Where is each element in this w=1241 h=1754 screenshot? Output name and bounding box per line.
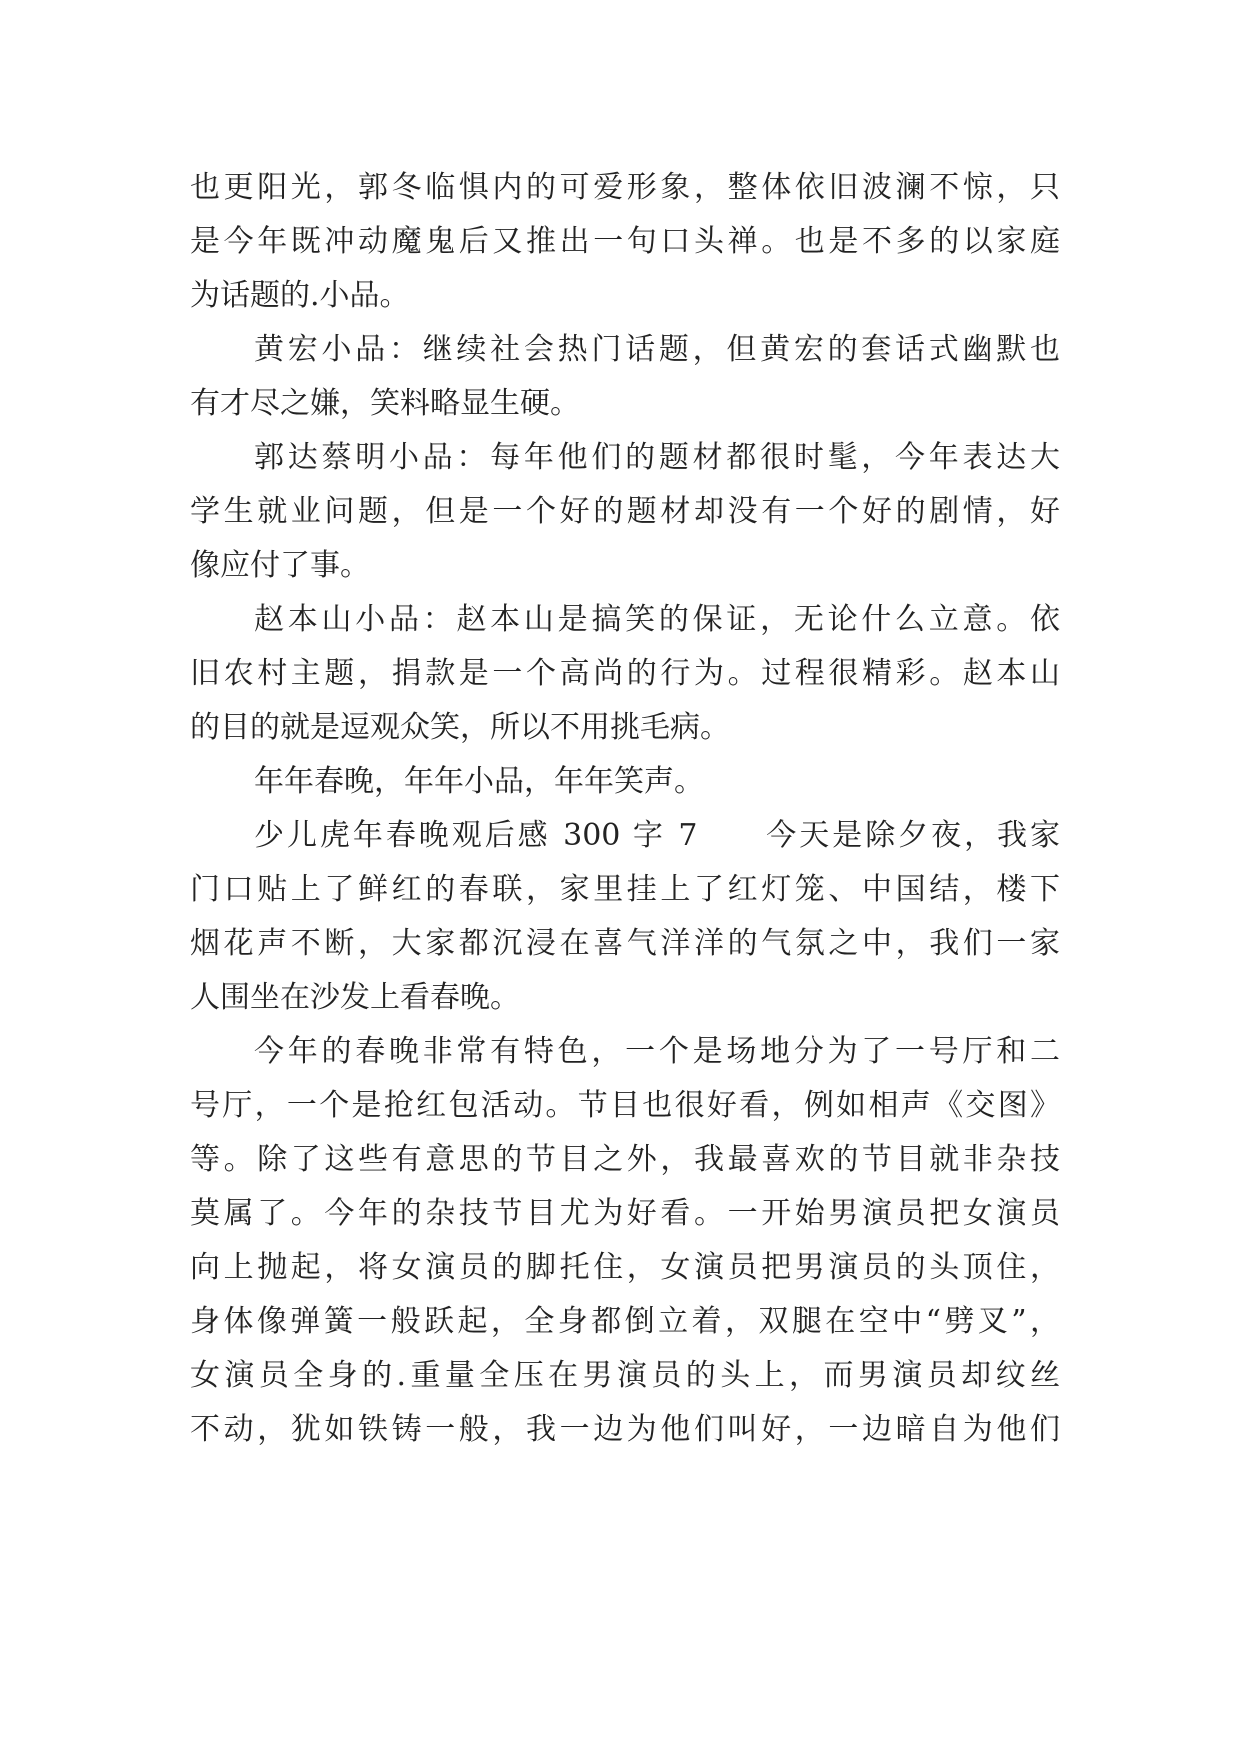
text-line: 黄宏小品：继续社会热门话题，但黄宏的套话式幽默也 bbox=[254, 332, 1060, 367]
text-line: 等。除了这些有意思的节目之外，我最喜欢的节目就非杂技 bbox=[190, 1142, 1060, 1177]
text-line: 年年春晚，年年小品，年年笑声。 bbox=[254, 764, 704, 799]
text-line: 人围坐在沙发上看春晚。 bbox=[190, 980, 520, 1015]
text-line: 少儿虎年春晚观后感 300 字 7 今天是除夕夜，我家 bbox=[254, 818, 1060, 853]
text-line: 门口贴上了鲜红的春联，家里挂上了红灯笼、中国结，楼下 bbox=[190, 872, 1060, 907]
text-line: 不动，犹如铁铸一般，我一边为他们叫好，一边暗自为他们 bbox=[190, 1412, 1060, 1447]
text-line: 莫属了。今年的杂技节目尤为好看。一开始男演员把女演员 bbox=[190, 1196, 1060, 1231]
text-line: 身体像弹簧一般跃起，全身都倒立着，双腿在空中“劈叉”， bbox=[190, 1304, 1060, 1339]
text-line: 旧农村主题，捐款是一个高尚的行为。过程很精彩。赵本山 bbox=[190, 656, 1060, 691]
text-line: 是今年既冲动魔鬼后又推出一句口头禅。也是不多的以家庭 bbox=[190, 224, 1060, 259]
text-line: 也更阳光，郭冬临惧内的可爱形象，整体依旧波澜不惊，只 bbox=[190, 170, 1060, 205]
text-line: 号厅，一个是抢红包活动。节目也很好看，例如相声《交图》 bbox=[190, 1088, 1060, 1123]
text-line: 的目的就是逗观众笑，所以不用挑毛病。 bbox=[190, 710, 730, 745]
text-line: 赵本山小品：赵本山是搞笑的保证，无论什么立意。依 bbox=[254, 602, 1060, 637]
text-line: 女演员全身的.重量全压在男演员的头上，而男演员却纹丝 bbox=[190, 1358, 1060, 1393]
text-line: 向上抛起，将女演员的脚托住，女演员把男演员的头顶住， bbox=[190, 1250, 1060, 1285]
text-line: 郭达蔡明小品：每年他们的题材都很时髦，今年表达大 bbox=[254, 440, 1060, 475]
text-line: 烟花声不断，大家都沉浸在喜气洋洋的气氛之中，我们一家 bbox=[190, 926, 1060, 961]
text-line: 今年的春晚非常有特色，一个是场地分为了一号厅和二 bbox=[254, 1034, 1060, 1069]
text-line: 像应付了事。 bbox=[190, 548, 370, 583]
text-line: 有才尽之嫌，笑料略显生硬。 bbox=[190, 386, 580, 421]
text-line: 为话题的.小品。 bbox=[190, 278, 410, 313]
text-line: 学生就业问题，但是一个好的题材却没有一个好的剧情，好 bbox=[190, 494, 1060, 529]
